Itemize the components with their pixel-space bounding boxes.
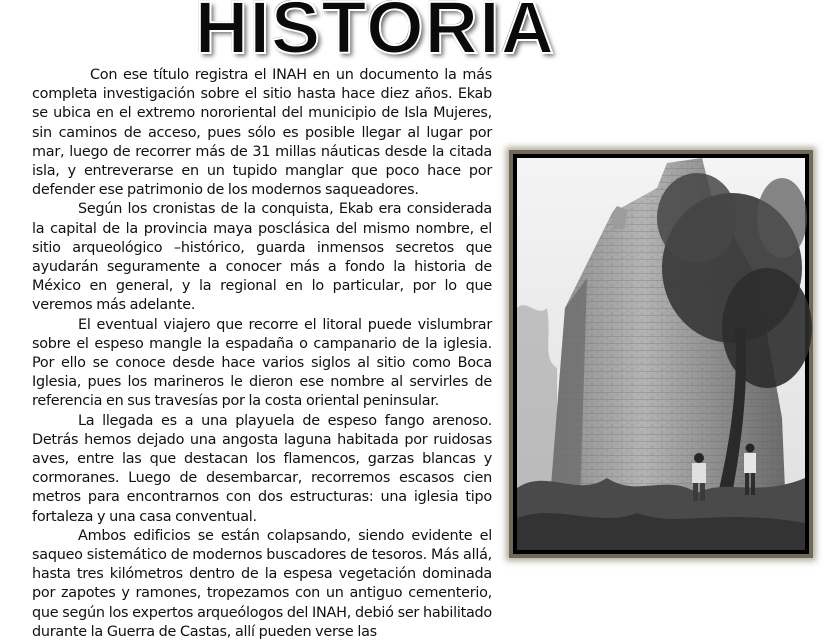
page-title: HISTORIA [194, 0, 556, 69]
article-body [32, 66, 492, 642]
paragraph-2: Según los cronistas de la conquista, Ekab era considerada la capital de la provincia maya posclásica del mismo nombre, el sitio arqueológico –histórico, guarda inmensos secretos que ayudarán seguramente a conocer más a fondo la historia de México en general, y la regional en lo particular, por lo que veremos más adelante. [32, 201, 492, 314]
photo-frame [509, 150, 813, 558]
church-ruin-photo [517, 158, 805, 550]
paragraph-4: La llegada es a una playuela de espeso fango arenoso. Detrás hemos dejado una angosta laguna habitada por ruidosas aves, entre las que destacan los flamencos, garzas blancas y cormoranes. Luego de desembarcar, recorremos escasos cien metros para encontrarnos con dos estructuras: una iglesia tipo fortaleza y una casa conventual. [32, 412, 492, 525]
paragraph-5: Ambos edificios se están colapsando, siendo evidente el saqueo sistemático de modernos buscadores de tesoros. Más allá, hasta tres kilómetros dentro de la espesa vegetación dominada por zapotes y ramones, tropezamos con un antiguo cementerio, que según los expertos arqueólogos del INAH, debió ser habilitado durante la Guerra de Castas, allí pueden verse las [32, 527, 492, 640]
paragraph-3: El eventual viajero que recorre el litoral puede vislumbrar sobre el espeso mangle la espadaña o campanario de la iglesia. Por ello se conoce desde hace varios siglos al sitio como Boca Iglesia, pues los marineros le dieron ese nombre al servirles de referencia en sus travesías por la costa oriental peninsular. [32, 316, 492, 410]
photo-border [513, 154, 809, 554]
paragraph-1: Con ese título registra el INAH en un documento la más completa investigación sobre el sitio hasta hace diez años. Ekab se ubica en el extremo nororiental del municipio de Isla Mujeres, sin caminos de acceso, pues sólo es posible llegar al lugar por mar, luego de recorrer más de 31 millas náuticas desde la citada isla, y entreverarse en un tupido manglar que poco hace por defender ese patrimonio de los modernos saqueadores. [32, 67, 492, 199]
